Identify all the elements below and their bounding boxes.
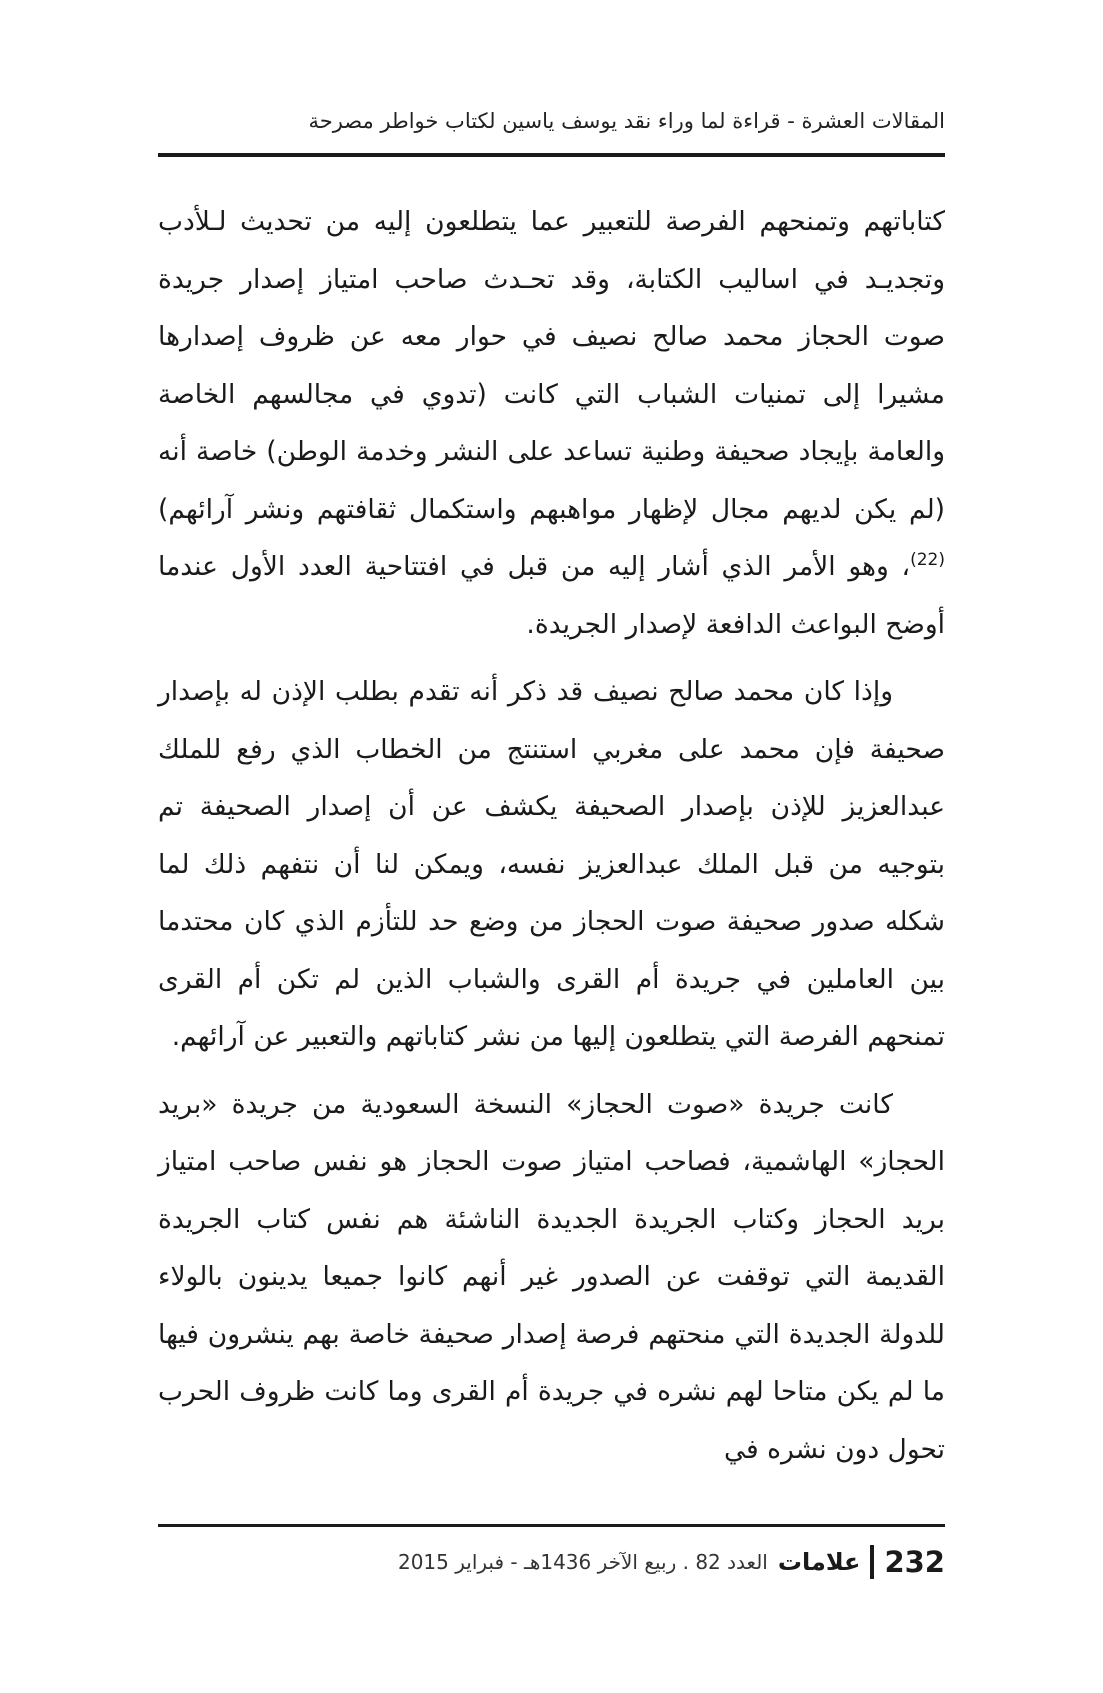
issue-info: العدد 82 . ربيع الآخر 1436هـ - فبراير 2015 [397, 1550, 768, 1574]
running-title: المقالات العشرة - قراءة لما وراء نقد يوسف ياسين لكتاب خواطر مصرحة [308, 109, 945, 133]
paragraph-continuation [158, 193, 945, 653]
article-body [158, 193, 945, 1488]
page-number: 232 [884, 1545, 945, 1579]
footer-divider [158, 1524, 945, 1527]
paragraph: كانت جريدة «صوت الحجاز» النسخة السعودية من جريدة «بريد الحجاز» الهاشمية، فصاحب امتياز صوت الحجاز هو نفس صاحب امتياز بريد الحجاز وكتاب الجريدة الجديدة الناشئة هم نفس كتاب الجريدة القديمة التي توقفت عن الصدور غير أنهم كانوا جميعا يدينون بالولاء للدولة الجديدة التي منحتهم فرصة إصدار صحيفة خاصة بهم ينشرون فيها ما لم يكن متاحا لهم نشره في جريدة أم القرى وما كانت ظروف الحرب تحول دون نشره في [158, 1088, 945, 1465]
journal-logo: علامات [777, 1548, 861, 1576]
page-footer [158, 1540, 945, 1584]
paragraph-text: ، وهو الأمر الذي أشار إليه من قبل في افتتاحية العدد الأول عندما أوضح البواعث الدافعة لإصدار الجريدة. [158, 551, 945, 640]
header-divider [158, 153, 945, 157]
footnote-reference[interactable]: (22) [910, 550, 945, 571]
footer-separator-bar [870, 1545, 874, 1579]
running-header [158, 106, 945, 150]
paragraph-text: كتاباتهم وتمنحهم الفرصة للتعبير عما يتطلعون إليه من تحديث لـلأدب وتجديـد في اساليب الكتابة، وقد تحـدث صاحب امتياز إصدار جريدة صوت الحجاز محمد صالح نصيف في حوار معه عن ظروف إصدارها مشيرا إلى تمنيات الشباب التي كانت (تدوي في مجالسهم الخاصة والعامة بإيجاد صحيفة وطنية تساعد على النشر وخدمة الوطن) خاصة أنه (لم يكن لديهم مجال لإظهار مواهبهم واستكمال ثقافتهم ونشر آرائهم) [158, 206, 945, 525]
paragraph: وإذا كان محمد صالح نصيف قد ذكر أنه تقدم بطلب الإذن له بإصدار صحيفة فإن محمد على مغربي استنتج من الخطاب الذي رفع للملك عبدالعزيز للإذن بإصدار الصحيفة يكشف عن أن إصدار الصحيفة تم بتوجيه من قبل الملك عبدالعزيز نفسه، ويمكن لنا أن نتفهم ذلك لما شكله صدور صحيفة صوت الحجاز من وضع حد للتأزم الذي كان محتدما بين العاملين في جريدة أم القرى والشباب الذين لم تكن أم القرى تمنحهم الفرصة التي يتطلعون إليها من نشر كتاباتهم والتعبير عن آرائهم. [158, 676, 945, 1052]
